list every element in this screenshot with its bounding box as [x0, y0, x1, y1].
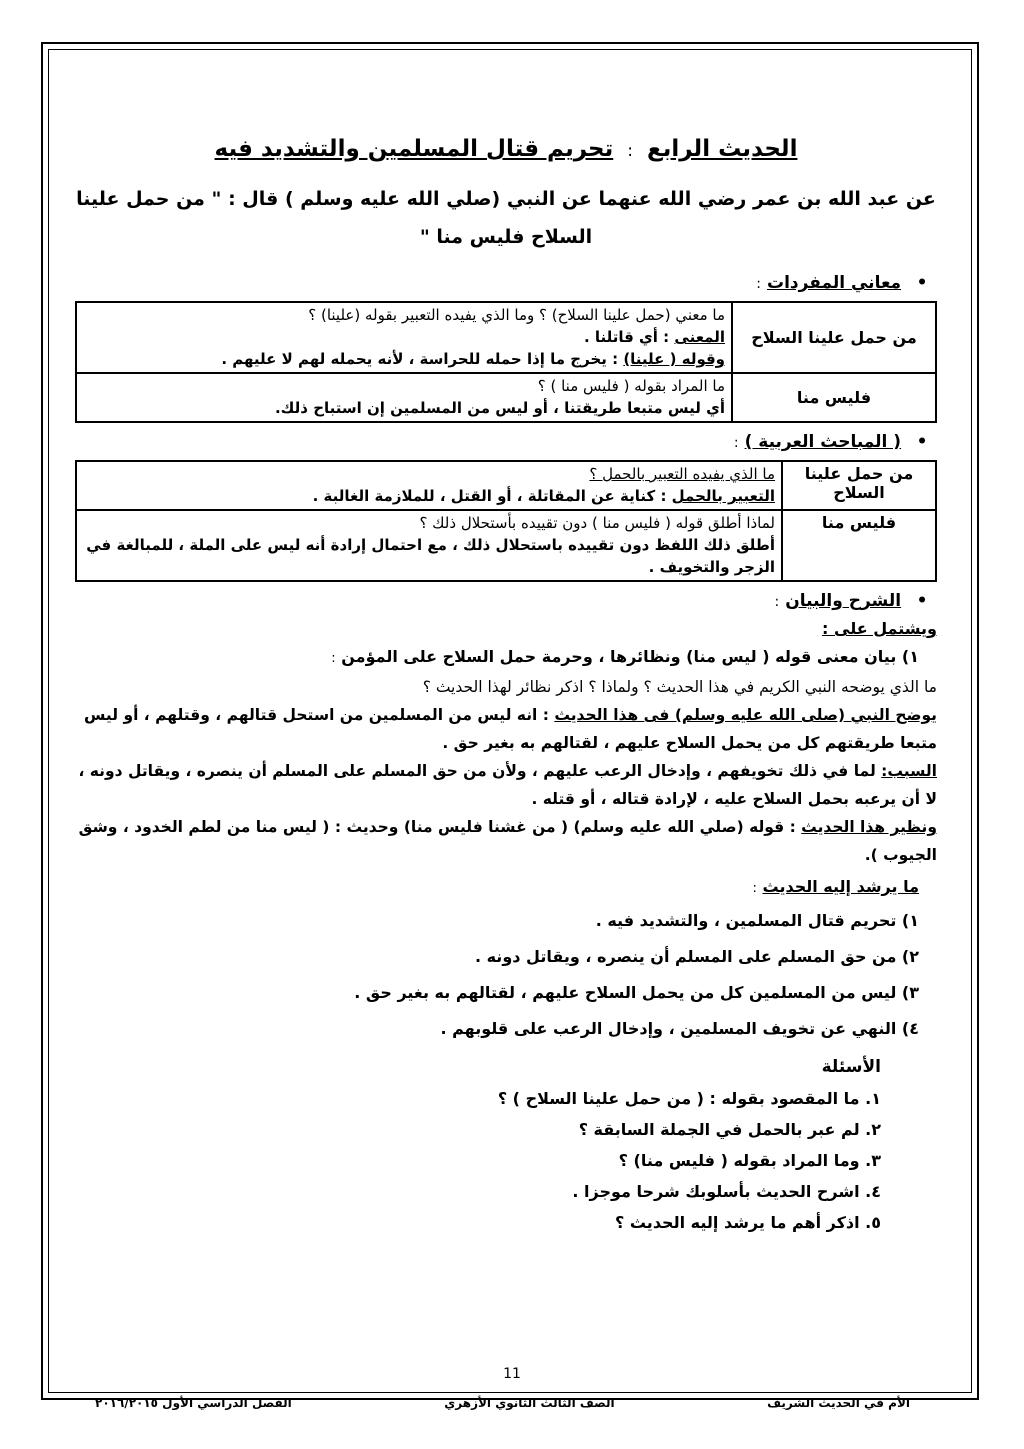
vocab-explanation — [76, 373, 732, 422]
page-footer — [95, 1396, 910, 1410]
arabic-explanation — [76, 461, 782, 510]
table-row — [76, 510, 936, 581]
page-content — [75, 130, 937, 1238]
guidance-heading: ما يرشد إليه الحديث : — [752, 877, 919, 896]
list-item: ٤) النهي عن تخويف المسلمين ، وإدخال الرعب على قلوبهم . — [440, 1019, 919, 1038]
explain-question: ما الذي يوضحه النبي الكريم في هذا الحديث ؟ ولماذا ؟ اذكر نظائر لهذا الحديث ؟ — [422, 678, 937, 696]
bullet-icon: • — [916, 591, 928, 611]
vocab-question: ما معني (حمل علينا السلاح) ؟ وما الذي يفيده التعبير بقوله (علينا) ؟ — [308, 306, 725, 324]
list-item: ٢) من حق المسلم على المسلم أن ينصره ، ويقاتل دونه . — [474, 947, 919, 966]
arabic-explanation — [76, 510, 782, 581]
arabic-term: من حمل علينا السلاح — [782, 461, 936, 510]
explain-includes: ويشتمل على : — [822, 619, 937, 638]
vocab-answer: المعنى : أي قاتلنا . — [583, 328, 725, 346]
page-number: 11 — [503, 1366, 521, 1382]
questions-list — [75, 1083, 937, 1238]
explain-heading: • الشرح والبيان: — [75, 588, 937, 615]
guidance-list — [75, 903, 937, 1047]
hadith-line-1: عن عبد الله بن عمر رضي الله عنهما عن النبي (صلي الله عليه وسلم ) قال : " من حمل علينا — [76, 188, 936, 210]
list-item: ١. ما المقصود بقوله : ( من حمل علينا السلاح ) ؟ — [497, 1089, 881, 1108]
footer-book-title: الأم في الحديث الشريف — [767, 1396, 910, 1410]
explain-point-1: ١) بيان معنى قوله ( ليس منا) ونظائرها ، وحرمة حمل السلاح على المؤمن : — [331, 647, 919, 666]
vocab-table — [75, 301, 937, 423]
vocab-heading: • معاني المفردات: — [75, 270, 937, 297]
arabic-heading: • ( المباحث العربية ): — [75, 429, 937, 456]
arabic-table — [75, 460, 937, 582]
vocab-answer: وقوله ( علينا) : يخرج ما إذا حمله للحراسة ، لأنه يحمله لهم لا عليهم . — [221, 350, 725, 368]
arabic-term: فليس منا — [782, 510, 936, 581]
list-item: ٣. وما المراد بقوله ( فليس منا) ؟ — [618, 1151, 881, 1170]
arabic-answer: أطلق ذلك اللفظ دون تقييده باستحلال ذلك ، مع احتمال إرادة أنه ليس على الملة ، للمبالغة في الزجر والتخويف . — [86, 536, 775, 576]
title-label: الحديث الرابع — [647, 136, 798, 162]
list-item: ٤. اشرح الحديث بأسلوبك شرحا موجزا . — [572, 1182, 881, 1201]
arabic-question: ما الذي يفيده التعبير بالحمل ؟ — [589, 465, 775, 483]
arabic-answer: التعبير بالحمل : كناية عن المقاتلة ، أو القتل ، للملازمة الغالبة . — [312, 487, 775, 505]
bullet-icon: • — [916, 432, 928, 452]
vocab-term: فليس منا — [732, 373, 936, 422]
bullet-icon: • — [916, 273, 928, 293]
footer-term: الفصل الدراسي الأول ٢٠١٦/٢٠١٥ — [95, 1396, 292, 1410]
table-row — [76, 373, 936, 422]
questions-heading: الأسئلة — [821, 1057, 881, 1077]
title-separator: : — [627, 141, 633, 161]
list-item: ٢. لم عبر بالحمل في الجملة السابقة ؟ — [578, 1120, 881, 1139]
list-item: ١) تحريم قتال المسلمين ، والتشديد فيه . — [595, 911, 919, 930]
footer-grade: الصف الثالث الثانوي الأزهري — [444, 1396, 615, 1410]
table-row — [76, 461, 936, 510]
vocab-question: ما المراد بقوله ( فليس منا ) ؟ — [537, 377, 725, 395]
hadith-line-2: السلاح فليس منا " — [419, 226, 593, 248]
title-text: تحريم قتال المسلمين والتشديد فيه — [214, 136, 614, 162]
table-row — [76, 302, 936, 373]
explain-paragraph-3: ونظير هذا الحديث : قوله (صلي الله عليه وسلم) ( من غشنا فليس منا) وحديث : ( ليس منا من لطم الخدود ، وشق الجيوب ). — [78, 818, 937, 864]
vocab-term: من حمل علينا السلاح — [732, 302, 936, 373]
vocab-answer: أي ليس متبعا طريقتنا ، أو ليس من المسلمين إن استباح ذلك. — [274, 399, 725, 417]
vocab-explanation — [76, 302, 732, 373]
lesson-title — [75, 130, 937, 170]
arabic-question: لماذا أطلق قوله ( فليس منا ) دون تقييده بأستحلال ذلك ؟ — [419, 514, 775, 532]
list-item: ٥. اذكر أهم ما يرشد إليه الحديث ؟ — [615, 1213, 881, 1232]
hadith-text — [75, 180, 937, 256]
explain-paragraph-2: السبب: لما في ذلك تخويفهم ، وإدخال الرعب عليهم ، ولأن من حق المسلم على المسلم أن ينصره ، ويقاتل دونه ، لا أن يرعبه بحمل السلاح عليه ، لإرادة قتاله ، أو قتله . — [78, 762, 937, 808]
list-item: ٣) ليس من المسلمين كل من يحمل السلاح عليهم ، لقتالهم به بغير حق . — [354, 983, 919, 1002]
explain-paragraph-1: يوضح النبي (صلى الله عليه وسلم) فى هذا الحديث : انه ليس من المسلمين من استحل قتالهم ، وقتلهم ، أو ليس متبعا طريقتهم كل من يحمل السلاح عليهم ، لقتالهم به بغير حق . — [84, 706, 937, 752]
